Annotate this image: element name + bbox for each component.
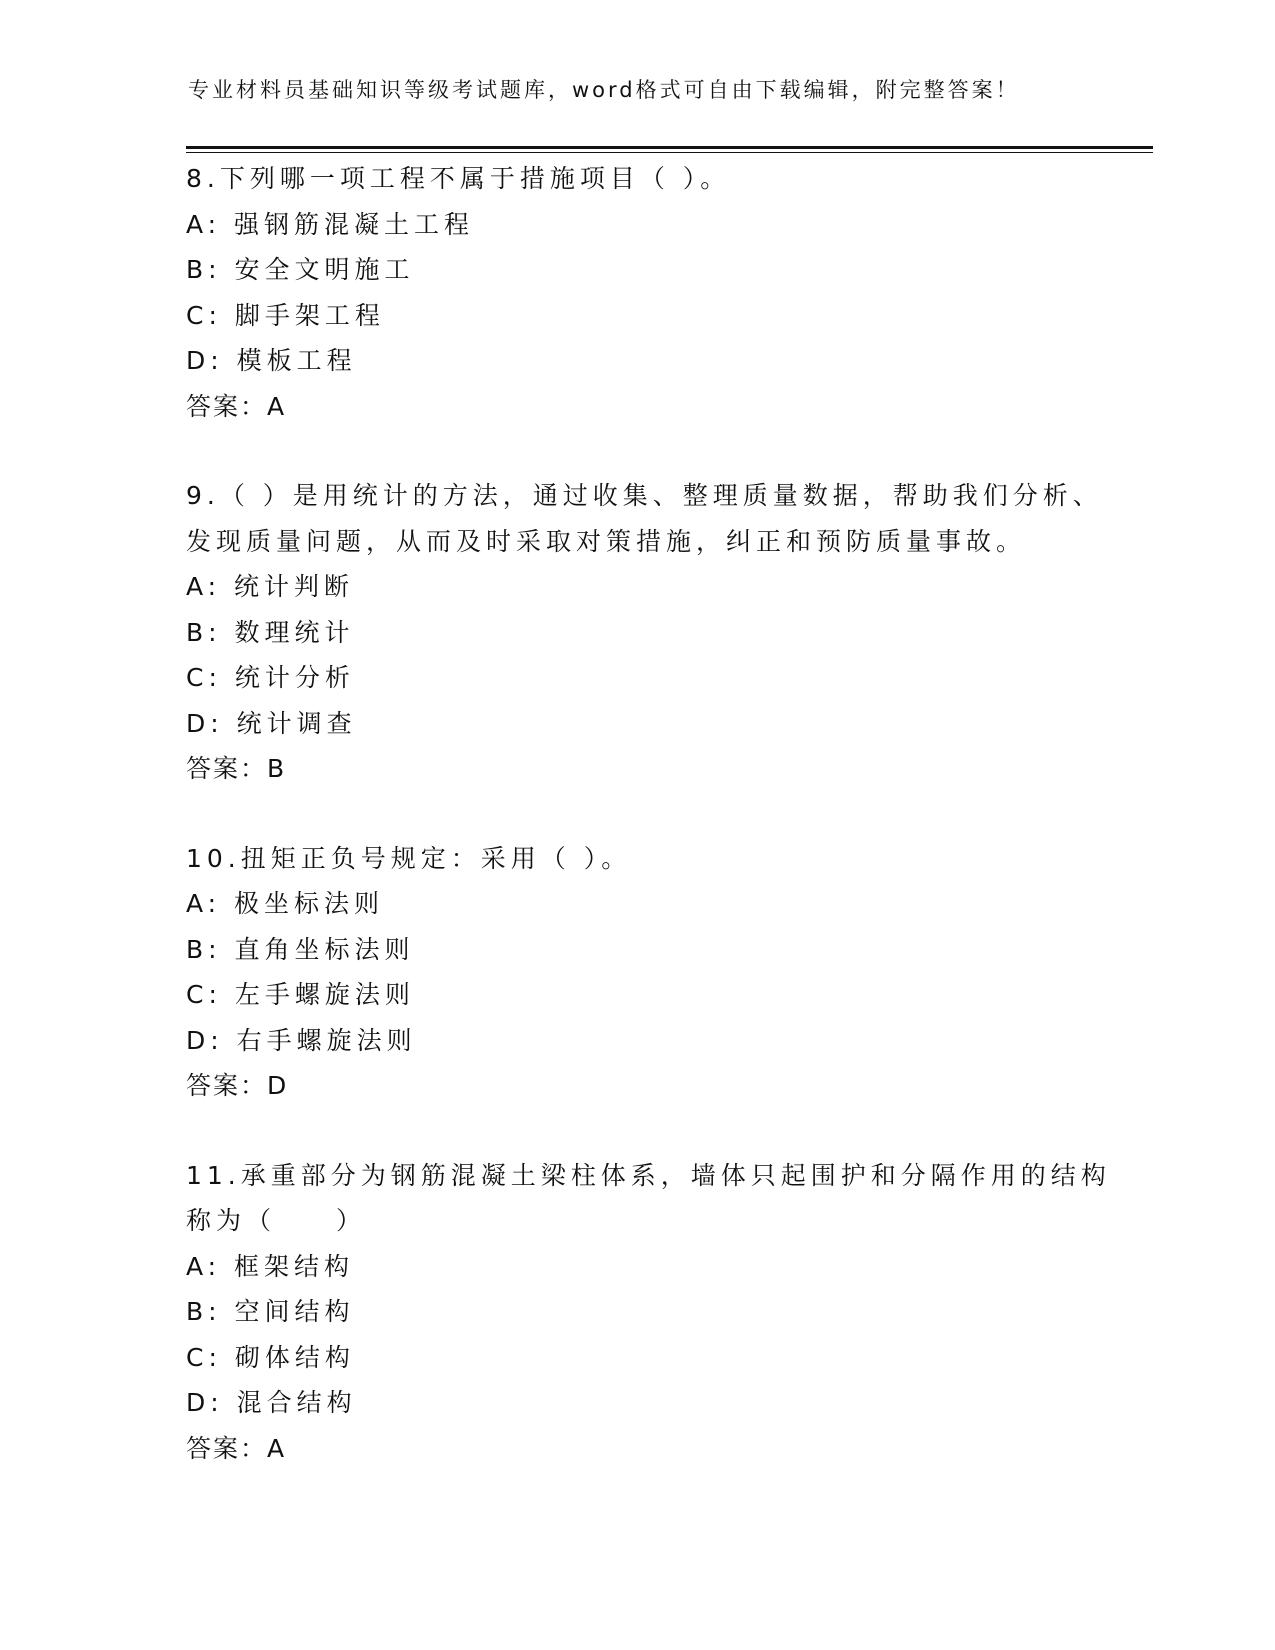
question-stem-continued: 称为（ ） [186,1206,367,1235]
question-stem: 8.下列哪一项工程不属于措施项目（ ）。 [186,164,731,193]
option-b: B: 空间结构 [186,1297,355,1326]
question-9 [186,473,1146,792]
option-d: D: 右手螺旋法则 [186,1025,417,1055]
option-a: A: 框架结构 [186,1251,355,1281]
option-d: D: 模板工程 [186,346,357,375]
question-stem: 9.（ ）是用统计的方法，通过收集、整理质量数据，帮助我们分析、 [186,481,1103,510]
option-d: D: 统计调查 [186,708,357,738]
question-8 [186,156,1146,429]
option-b: B: 安全文明施工 [186,255,415,284]
answer: 答案：B [186,754,287,783]
option-c: C: 统计分析 [186,663,355,692]
option-a: A: 统计判断 [186,572,355,601]
question-stem: 10.扭矩正负号规定：采用（ ）。 [186,843,632,873]
option-b: B: 数理统计 [186,617,355,647]
question-stem: 11.承重部分为钢筋混凝土梁柱体系，墙体只起围护和分隔作用的结构 [186,1160,1111,1190]
option-a: A: 极坐标法则 [186,889,385,918]
option-a: A: 强钢筋混凝土工程 [186,209,475,239]
question-10 [186,836,1146,1109]
header-rule-thin [186,152,1153,153]
header-rule-thick [186,146,1153,149]
answer: 答案：D [186,1071,289,1100]
option-d: D: 混合结构 [186,1388,357,1417]
question-11 [186,1153,1146,1472]
option-b: B: 直角坐标法则 [186,934,415,964]
question-list [186,156,1146,1515]
option-c: C: 脚手架工程 [186,300,385,330]
answer: 答案：A [186,1433,287,1463]
page-header: 专业材料员基础知识等级考试题库，word格式可自由下载编辑，附完整答案！ [188,78,1020,102]
option-c: C: 左手螺旋法则 [186,980,415,1009]
answer: 答案：A [186,391,287,421]
option-c: C: 砌体结构 [186,1342,355,1372]
question-stem-continued: 发现质量问题，从而及时采取对策措施，纠正和预防质量事故。 [186,526,1027,556]
